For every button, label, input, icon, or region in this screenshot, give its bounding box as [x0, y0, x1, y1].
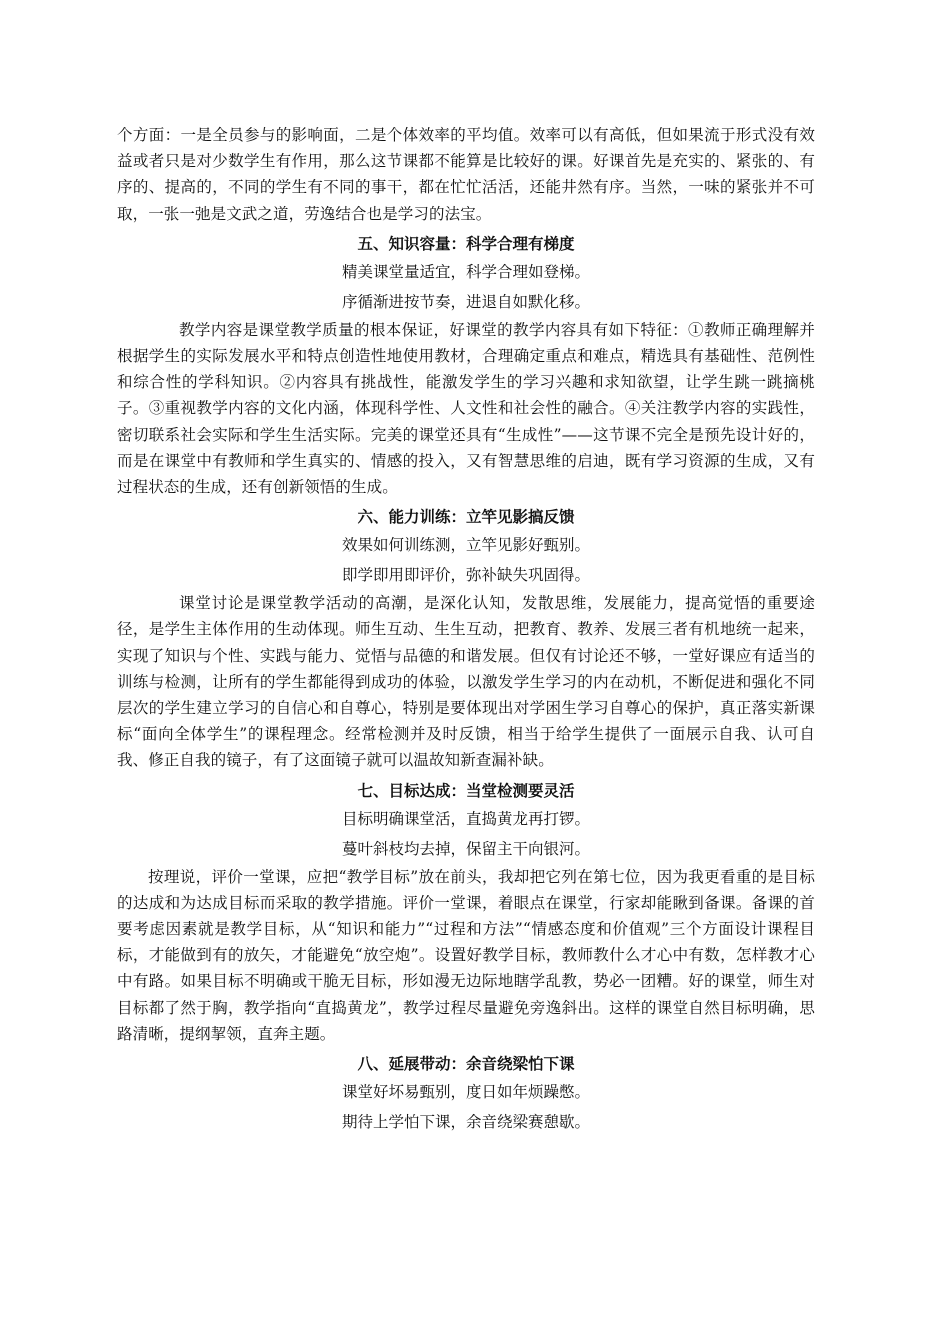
section-five	[117, 231, 815, 500]
verse-line: 序循渐进按节奏，进退自如默化移。	[341, 292, 590, 311]
section-heading: 六、能力训练：立竿见影搞反馈	[357, 508, 575, 527]
section-heading: 七、目标达成：当堂检测要灵活	[357, 781, 575, 800]
verse-line: 效果如何训练测，立竿见影好甄别。	[341, 536, 590, 555]
verse-line: 即学即用即评价，弥补缺失巩固得。	[341, 566, 590, 585]
section-eight	[117, 1051, 815, 1137]
section-seven	[117, 778, 815, 1047]
section-body: 课堂讨论是课堂教学活动的高潮，是深化认知，发散思维，发展能力，提高觉悟的重要途径，是学生主体作用的生动体现。师生互动、生生互动，把教育、教养、发展三者有机地统一起来，实现了知识与个性、实践与能力、觉悟与品德的和谐发展。但仅有讨论还不够，一堂好课应有适当的训练与检测，让所有的学生都能得到成功的体验，以激发学生学习的内在动机，不断促进和强化不同层次的学生建立学习的自信心和自尊心，特别是要体现出对学困生学习自尊心的保护，真正落实新课标“面向全体学生”的课程理念。经常检测并及时反馈，相当于给学生提供了一面展示自我、认可自我、修正自我的镜子，有了这面镜子就可以温故知新查漏补缺。	[117, 594, 815, 770]
section-heading: 八、延展带动：余音绕梁怕下课	[357, 1055, 575, 1074]
intro-paragraph: 个方面：一是全员参与的影响面，二是个体效率的平均值。效率可以有高低，但如果流于形式没有效益或者只是对少数学生有作用，那么这节课都不能算是比较好的课。好课首先是充实的、紧张的、有序的、提高的，不同的学生有不同的事干，都在忙忙活活，还能井然有序。当然，一味的紧张并不可取，一张一弛是文武之道，劳逸结合也是学习的法宝。	[117, 126, 815, 223]
document-page	[117, 122, 815, 1137]
verse-line: 期待上学怕下课，余音绕梁赛憩歇。	[341, 1113, 590, 1132]
section-heading: 五、知识容量：科学合理有梯度	[357, 234, 575, 253]
verse-line: 蔓叶斜枝均去掉，保留主干向银河。	[341, 839, 590, 858]
verse-line: 课堂好坏易甄别，度日如年烦躁憋。	[341, 1083, 590, 1102]
section-body: 按理说，评价一堂课，应把“教学目标”放在前头，我却把它列在第七位，因为我更看重的是目标的达成和为达成目标而采取的教学措施。评价一堂课，着眼点在课堂，行家却能瞅到备课。备课的首要考虑因素就是教学目标，从“知识和能力”“过程和方法”“情感态度和价值观”三个方面设计课程目标，才能做到有的放矢，才能避免“放空炮”。设置好教学目标，教师教什么才心中有数，怎样教才心中有路。如果目标不明确或干脆无目标，形如漫无边际地瞎学乱教，势必一团糟。好的课堂，师生对目标都了然于胸，教学指向“直捣黄龙”，教学过程尽量避免旁逸斜出。这样的课堂自然目标明确，思路清晰，提纲挈领，直奔主题。	[117, 867, 815, 1043]
section-six	[117, 504, 815, 773]
section-body: 教学内容是课堂教学质量的根本保证，好课堂的教学内容具有如下特征：①教师正确理解并根据学生的实际发展水平和特点创造性地使用教材，合理确定重点和难点，精选具有基础性、范例性和综合性的学科知识。②内容具有挑战性，能激发学生的学习兴趣和求知欲望，让学生跳一跳摘桃子。③重视教学内容的文化内涵，体现科学性、人文性和社会性的融合。④关注教学内容的实践性，密切联系社会实际和学生生活实际。完美的课堂还具有“生成性”——这节课不完全是预先设计好的，而是在课堂中有教师和学生真实的、情感的投入，又有智慧思维的启迪，既有学习资源的生成，又有过程状态的生成，还有创新领悟的生成。	[117, 320, 815, 497]
verse-line: 精美课堂量适宜，科学合理如登梯。	[341, 262, 590, 281]
verse-line: 目标明确课堂活，直捣黄龙再打锣。	[341, 809, 590, 828]
